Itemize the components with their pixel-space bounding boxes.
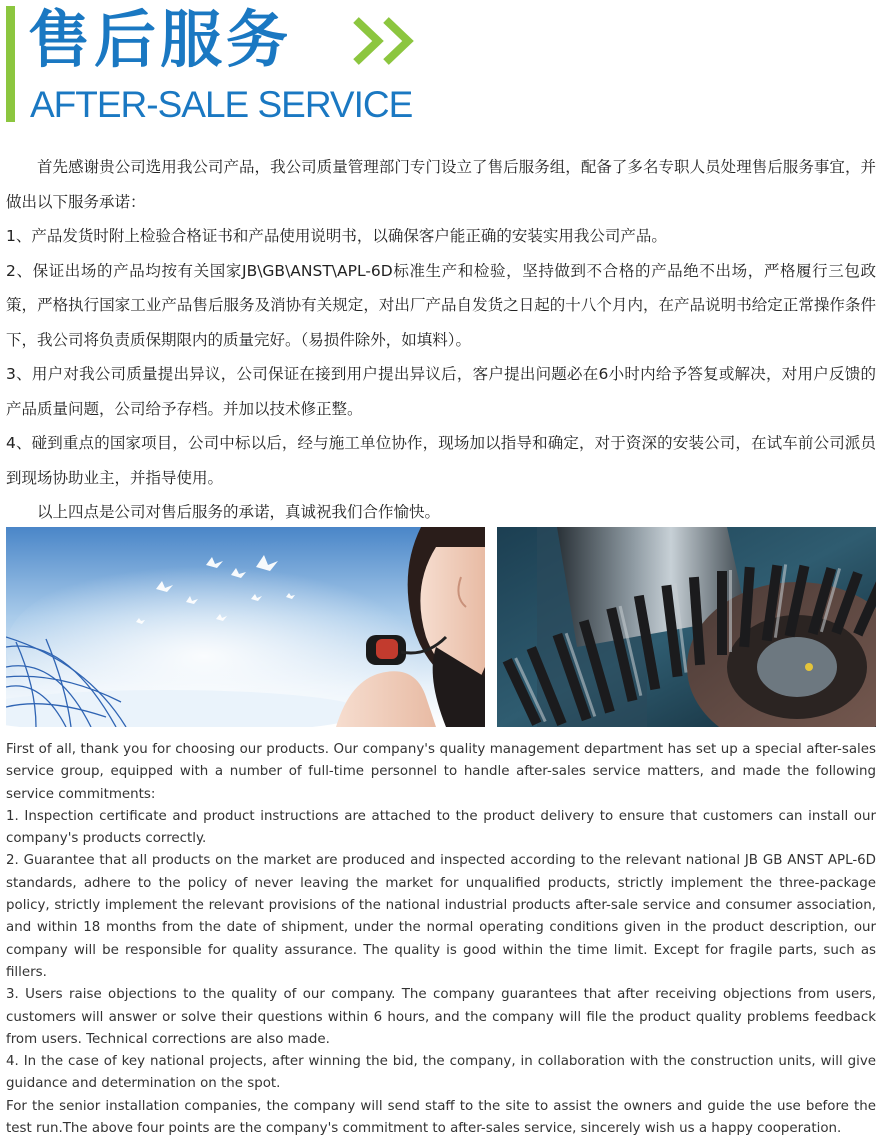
en-closing: For the senior installation companies, the company will send staff to the site to assist the owners and guide the use before the test run.The above four points are the company's commitment to after-sales service, sincerely wish us a happy cooperation. bbox=[6, 1098, 876, 1137]
en-item-4: 4. In the case of key national projects, after winning the bid, the company, in collaboration with the construction units, will give guidance and determination on the spot. bbox=[6, 1054, 876, 1092]
photo-strip bbox=[6, 527, 876, 727]
customer-service-photo bbox=[6, 527, 485, 727]
industrial-gear-photo bbox=[497, 527, 876, 727]
chinese-content bbox=[6, 150, 876, 530]
en-intro: First of all, thank you for choosing our products. Our company's quality management department has set up a special after-sales service group, equipped with a number of full-time personnel to handle after-sales service matters, and made the following service commitments: bbox=[6, 742, 876, 802]
en-item-1: 1. Inspection certificate and product instructions are attached to the product delivery to ensure that customers can install our company's products correctly. bbox=[6, 808, 876, 847]
double-chevron-right-icon bbox=[350, 14, 420, 68]
en-item-3: 3. Users raise objections to the quality of our company. The company guarantees that after receiving objections from users, customers will answer or solve their questions within 6 hours, and the company will file the product quality problems feedback from users. Technical corrections are also made. bbox=[6, 987, 876, 1047]
page-header bbox=[0, 0, 880, 130]
cn-item-2: 2、保证出场的产品均按有关国家JB\GB\ANST\APL-6D标准生产和检验，坚持做到不合格的产品绝不出场，严格履行三包政策，严格执行国家工业产品售后服务及消协有关规定，对出厂产品自发货之日起的十八个月内，在产品说明书给定正常操作条件下，我公司将负责质保期限内的质量完好。（易损件除外，如填料）。 bbox=[6, 261, 876, 349]
cn-item-4: 4、碰到重点的国家项目，公司中标以后，经与施工单位协作，现场加以指导和确定，对于资深的安装公司，在试车前公司派员到现场协助业主，并指导使用。 bbox=[6, 434, 876, 487]
cn-intro: 首先感谢贵公司选用我公司产品，我公司质量管理部门专门设立了售后服务组，配备了多名专职人员处理售后服务事宜，并做出以下服务承诺： bbox=[6, 158, 876, 211]
accent-bar bbox=[6, 6, 15, 122]
english-content bbox=[6, 739, 876, 1140]
cn-item-1: 1、产品发货时附上检验合格证书和产品使用说明书，以确保客户能正确的安装实用我公司产品。 bbox=[6, 227, 667, 245]
en-item-2: 2. Guarantee that all products on the market are produced and inspected according to the relevant national JB GB ANST APL-6D standards, adhere to the policy of never leaving the market for unqualified products, strictly implement the three-package policy, strictly implement the relevant provisions of the national industrial products after-sale service and consumer association, and within 18 months from the date of shipment, under the normal operating conditions given in the product description, our company will be responsible for quality assurance. The quality is good within the time limit. Except for fragile parts, such as fillers. bbox=[6, 853, 876, 980]
cn-item-3: 3、用户对我公司质量提出异议，公司保证在接到用户提出异议后，客户提出问题必在6小时内给予答复或解决，对用户反馈的产品质量问题，公司给予存档。并加以技术修正整。 bbox=[6, 365, 876, 418]
page-title-chinese: 售后服务 bbox=[28, 3, 293, 76]
cn-closing: 以上四点是公司对售后服务的承诺，真诚祝我们合作愉快。 bbox=[37, 503, 441, 521]
page-title-english: AFTER-SALE SERVICE bbox=[30, 84, 413, 125]
